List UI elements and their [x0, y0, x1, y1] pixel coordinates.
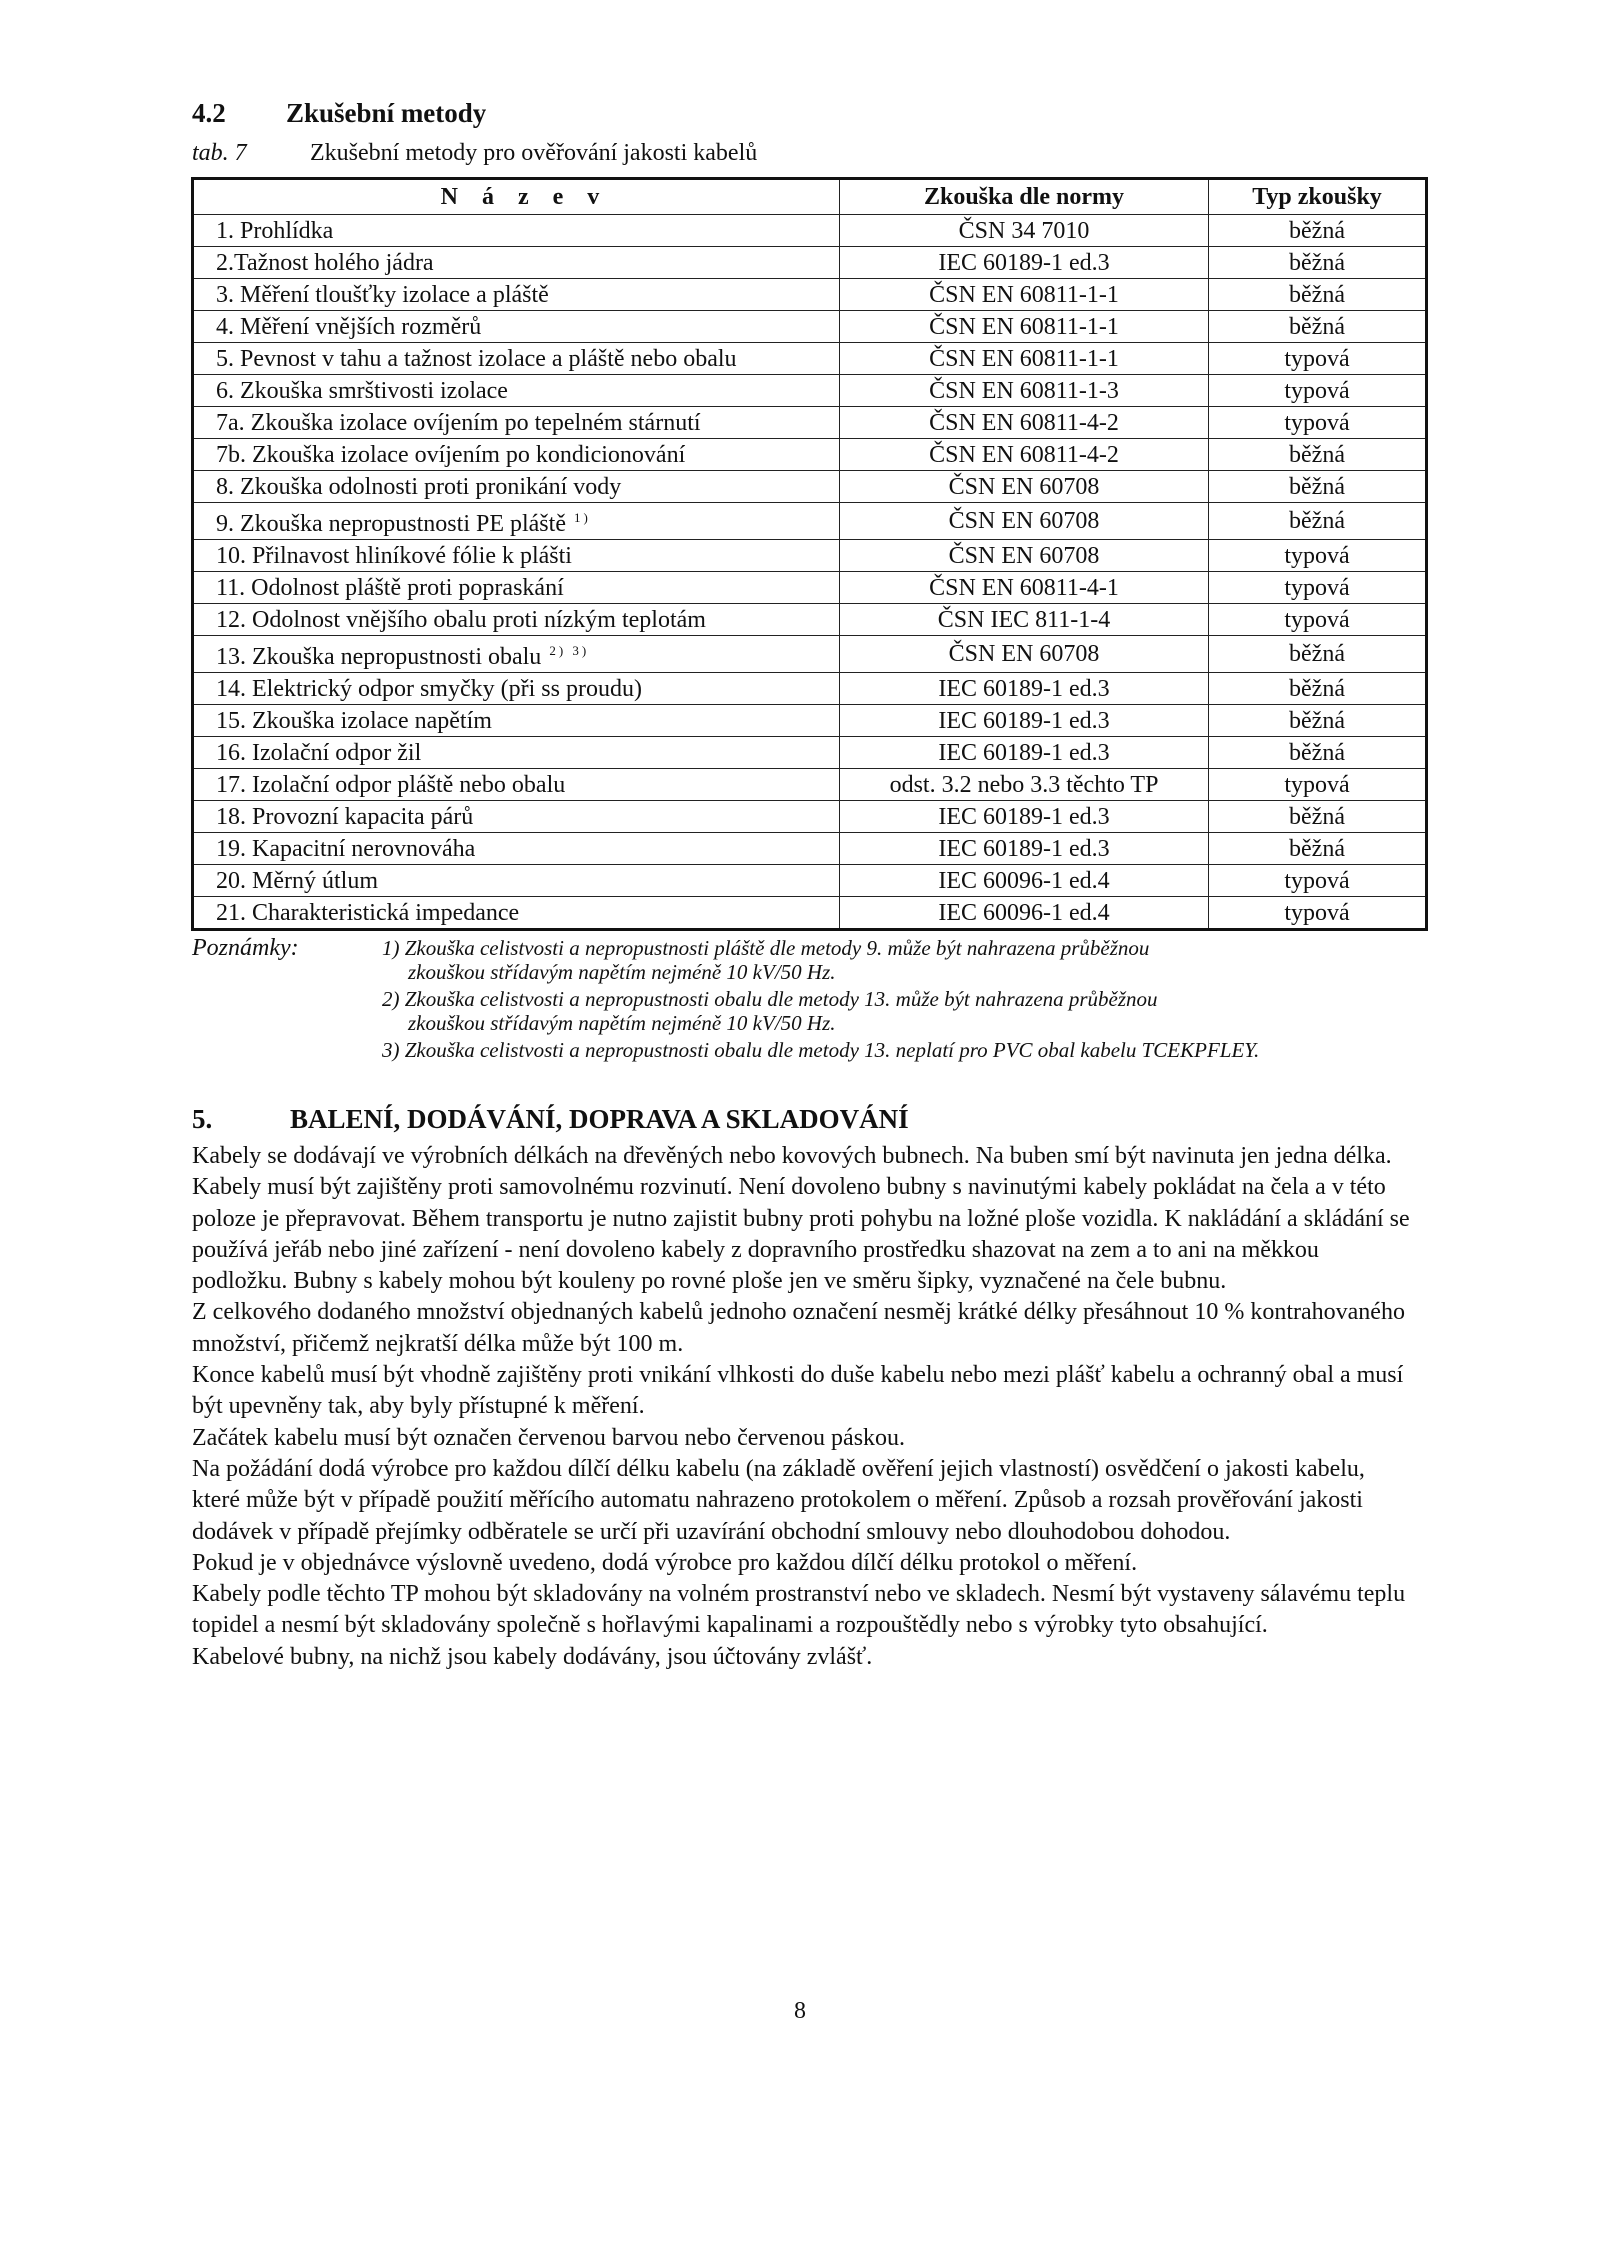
table-row	[193, 279, 1427, 311]
test-name-cell	[193, 897, 840, 930]
test-name: 9. Zkouška nepropustnosti PE pláště	[216, 511, 566, 537]
table-row	[193, 407, 1427, 439]
table-row	[193, 636, 1427, 673]
table-row	[193, 503, 1427, 540]
test-norm-cell: ČSN EN 60811-1-1	[840, 343, 1209, 375]
test-norm-cell: IEC 60096-1 ed.4	[840, 897, 1209, 930]
test-name-cell	[193, 343, 840, 375]
test-name-cell	[193, 572, 840, 604]
notes-list	[192, 936, 1432, 1062]
table-row	[193, 673, 1427, 705]
test-norm-cell: ČSN EN 60708	[840, 471, 1209, 503]
test-name-cell	[193, 769, 840, 801]
test-norm-cell: IEC 60189-1 ed.3	[840, 737, 1209, 769]
note-text: 1) Zkouška celistvosti a nepropustnosti pláště dle metody 9. může být nahrazena průběžnou	[382, 936, 1150, 960]
test-name: 6. Zkouška smrštivosti izolace	[216, 377, 508, 404]
test-norm-cell: ČSN 34 7010	[840, 215, 1209, 247]
test-norm-cell: ČSN EN 60811-1-1	[840, 279, 1209, 311]
test-type-cell: typová	[1209, 572, 1427, 604]
test-name-cell	[193, 375, 840, 407]
table-row	[193, 439, 1427, 471]
test-name-cell	[193, 439, 840, 471]
test-type-cell: typová	[1209, 343, 1427, 375]
body-paragraph: Konce kabelů musí být vhodně zajištěny proti vnikání vlhkosti do duše kabelu nebo mezi plášť kabelu a ochranný obal a musí být upevněny tak, aby byly přístupné k měření.	[192, 1362, 1404, 1420]
table-caption-label: tab. 7	[192, 140, 247, 166]
table-row	[193, 247, 1427, 279]
column-header-name: N á z e v	[193, 179, 840, 215]
note-text: 2) Zkouška celistvosti a nepropustnosti obalu dle metody 13. může být nahrazena průběžnou	[382, 987, 1158, 1011]
test-norm-cell: odst. 3.2 nebo 3.3 těchto TP	[840, 769, 1209, 801]
test-name: 10. Přilnavost hliníkové fólie k plášti	[216, 542, 572, 569]
section-title: Zkušební metody	[286, 98, 487, 128]
test-norm-cell: IEC 60189-1 ed.3	[840, 705, 1209, 737]
test-name: 7a. Zkouška izolace ovíjením po tepelném stárnutí	[216, 409, 701, 436]
body-paragraph: Na požádání dodá výrobce pro každou dílčí délku kabelu (na základě ověření jejich vlastností) osvědčení o jakosti kabelu, které může být v případě použití měřícího automatu nahrazeno protokolem o měření. Způsob a rozsah prověřování jakosti dodávek v případě přejímky odběratele se určí při uzavírání obchodní smlouvy nebo dlouhodobou dohodou.	[192, 1455, 1365, 1545]
test-name-cell	[193, 540, 840, 572]
test-norm-cell: ČSN EN 60708	[840, 636, 1209, 673]
test-norm-cell: ČSN IEC 811-1-4	[840, 604, 1209, 636]
test-norm-cell: IEC 60096-1 ed.4	[840, 865, 1209, 897]
test-name: 20. Měrný útlum	[216, 867, 378, 894]
test-type-cell: běžná	[1209, 737, 1427, 769]
table-row	[193, 737, 1427, 769]
table-header-row	[193, 179, 1427, 215]
test-type-cell: běžná	[1209, 279, 1427, 311]
test-name-cell	[193, 503, 840, 540]
test-name-cell	[193, 311, 840, 343]
test-type-cell: běžná	[1209, 673, 1427, 705]
test-name-cell	[193, 471, 840, 503]
section-number: 5.	[192, 1104, 213, 1134]
test-type-cell: typová	[1209, 604, 1427, 636]
notes-label: Poznámky:	[192, 935, 299, 961]
table-row	[193, 343, 1427, 375]
test-type-cell: typová	[1209, 865, 1427, 897]
test-name: 16. Izolační odpor žil	[216, 739, 422, 766]
section-5-body	[192, 1141, 1418, 1673]
test-name: 18. Provozní kapacita párů	[216, 803, 474, 830]
test-type-cell: běžná	[1209, 705, 1427, 737]
note-text: 3) Zkouška celistvosti a nepropustnosti obalu dle metody 13. neplatí pro PVC obal kabelu TCEKPFLEY.	[382, 1038, 1260, 1062]
test-name-cell	[193, 636, 840, 673]
test-name-cell	[193, 673, 840, 705]
test-name-cell	[193, 215, 840, 247]
section-number: 4.2	[192, 98, 226, 128]
note-item	[382, 987, 1432, 1035]
test-name: 13. Zkouška nepropustnosti obalu	[216, 644, 542, 670]
test-name: 4. Měření vnějších rozměrů	[216, 313, 482, 340]
test-name-cell	[193, 407, 840, 439]
table-row	[193, 375, 1427, 407]
test-type-cell: běžná	[1209, 247, 1427, 279]
test-norm-cell: IEC 60189-1 ed.3	[840, 801, 1209, 833]
test-name: 11. Odolnost pláště proti popraskání	[216, 574, 564, 601]
table-row	[193, 833, 1427, 865]
test-type-cell: typová	[1209, 540, 1427, 572]
test-norm-cell: IEC 60189-1 ed.3	[840, 247, 1209, 279]
column-header-norm: Zkouška dle normy	[840, 179, 1209, 215]
body-paragraph: Kabely podle těchto TP mohou být skladovány na volném prostranství nebo ve skladech. Nesmí být vystaveny sálavému teplu topidel a nesmí být skladovány společně s hořlavými kapalinami a rozpouštědly nebo s výrobky tyto obsahující.	[192, 1581, 1406, 1639]
note-item	[382, 936, 1432, 984]
footnote-ref: 2) 3)	[549, 643, 590, 658]
test-norm-cell: ČSN EN 60811-1-1	[840, 311, 1209, 343]
test-name: 17. Izolační odpor pláště nebo obalu	[216, 771, 566, 798]
test-name-cell	[193, 865, 840, 897]
table-row	[193, 471, 1427, 503]
table-caption-text: Zkušební metody pro ověřování jakosti kabelů	[310, 140, 758, 166]
test-methods-table	[191, 177, 1428, 931]
test-type-cell: běžná	[1209, 833, 1427, 865]
note-item	[382, 1038, 1432, 1062]
section-title: BALENÍ, DODÁVÁNÍ, DOPRAVA A SKLADOVÁNÍ	[290, 1104, 909, 1134]
table-row	[193, 865, 1427, 897]
test-type-cell: typová	[1209, 407, 1427, 439]
body-paragraph: Kabely se dodávají ve výrobních délkách na dřevěných nebo kovových bubnech. Na buben smí být navinuta jen jedna délka. Kabely musí být zajištěny proti samovolnému rozvinutí. Není dovoleno bubny s navinutými kabely pokládat na čela a v této poloze je přepravovat. Během transportu je nutno zajistit bubny proti pohybu na ložné ploše vozidla. K nakládání a skládání se používá jeřáb nebo jiné zařízení - není dovoleno kabely z dopravního prostředku shazovat na zem a to ani na měkkou podložku. Bubny s kabely mohou být kouleny po rovné ploše jen ve směru šipky, vyznačené na čele bubnu.	[192, 1143, 1410, 1295]
section-heading-4-2	[192, 98, 486, 129]
test-type-cell: běžná	[1209, 471, 1427, 503]
test-norm-cell: ČSN EN 60811-4-1	[840, 572, 1209, 604]
test-name-cell	[193, 604, 840, 636]
test-type-cell: běžná	[1209, 311, 1427, 343]
body-paragraph: Pokud je v objednávce výslovně uvedeno, dodá výrobce pro každou dílčí délku protokol o měření.	[192, 1549, 1138, 1576]
test-name: 1. Prohlídka	[216, 217, 334, 244]
table-row	[193, 215, 1427, 247]
body-paragraph: Z celkového dodaného množství objednaných kabelů jednoho označení nesměj krátké délky přesáhnout 10 % kontrahovaného množství, přičemž nejkratší délka může být 100 m.	[192, 1299, 1405, 1357]
table-row	[193, 769, 1427, 801]
test-name: 14. Elektrický odpor smyčky (při ss proudu)	[216, 675, 642, 702]
test-type-cell: typová	[1209, 769, 1427, 801]
test-name-cell	[193, 737, 840, 769]
test-norm-cell: IEC 60189-1 ed.3	[840, 833, 1209, 865]
test-name-cell	[193, 247, 840, 279]
test-name: 3. Měření tloušťky izolace a pláště	[216, 281, 549, 308]
test-norm-cell: ČSN EN 60811-4-2	[840, 439, 1209, 471]
body-paragraph: Kabelové bubny, na nichž jsou kabely dodávány, jsou účtovány zvlášť.	[192, 1643, 873, 1670]
footnote-ref: 1)	[573, 510, 591, 525]
test-name: 5. Pevnost v tahu a tažnost izolace a pláště nebo obalu	[216, 345, 737, 372]
test-name: 21. Charakteristická impedance	[216, 899, 520, 926]
test-norm-cell: IEC 60189-1 ed.3	[840, 673, 1209, 705]
table-row	[193, 604, 1427, 636]
test-name-cell	[193, 801, 840, 833]
table-body	[193, 215, 1427, 930]
test-type-cell: běžná	[1209, 439, 1427, 471]
test-type-cell: běžná	[1209, 503, 1427, 540]
table-row	[193, 897, 1427, 930]
table-row	[193, 540, 1427, 572]
test-name-cell	[193, 833, 840, 865]
test-name: 2.Tažnost holého jádra	[216, 249, 434, 276]
column-header-type: Typ zkoušky	[1209, 179, 1427, 215]
test-norm-cell: ČSN EN 60708	[840, 503, 1209, 540]
test-name: 15. Zkouška izolace napětím	[216, 707, 492, 734]
test-type-cell: běžná	[1209, 801, 1427, 833]
test-type-cell: běžná	[1209, 215, 1427, 247]
test-norm-cell: ČSN EN 60811-1-3	[840, 375, 1209, 407]
test-name-cell	[193, 279, 840, 311]
page-number: 8	[794, 1998, 806, 2024]
test-type-cell: typová	[1209, 897, 1427, 930]
body-paragraph: Začátek kabelu musí být označen červenou barvou nebo červenou páskou.	[192, 1424, 906, 1451]
notes-block	[192, 936, 1432, 1065]
test-type-cell: běžná	[1209, 636, 1427, 673]
test-norm-cell: ČSN EN 60708	[840, 540, 1209, 572]
table-row	[193, 801, 1427, 833]
table-caption	[192, 140, 757, 167]
test-norm-cell: ČSN EN 60811-4-2	[840, 407, 1209, 439]
table-row	[193, 311, 1427, 343]
note-text-continued: zkouškou střídavým napětím nejméně 10 kV/50 Hz.	[408, 960, 836, 984]
table-row	[193, 572, 1427, 604]
test-name: 7b. Zkouška izolace ovíjením po kondicionování	[216, 441, 686, 468]
section-heading-5	[192, 1104, 909, 1135]
test-name: 8. Zkouška odolnosti proti pronikání vody	[216, 473, 622, 500]
note-text-continued: zkouškou střídavým napětím nejméně 10 kV/50 Hz.	[408, 1011, 836, 1035]
test-name: 19. Kapacitní nerovnováha	[216, 835, 476, 862]
test-type-cell: typová	[1209, 375, 1427, 407]
test-name: 12. Odolnost vnějšího obalu proti nízkým teplotám	[216, 606, 706, 633]
test-name-cell	[193, 705, 840, 737]
table-row	[193, 705, 1427, 737]
